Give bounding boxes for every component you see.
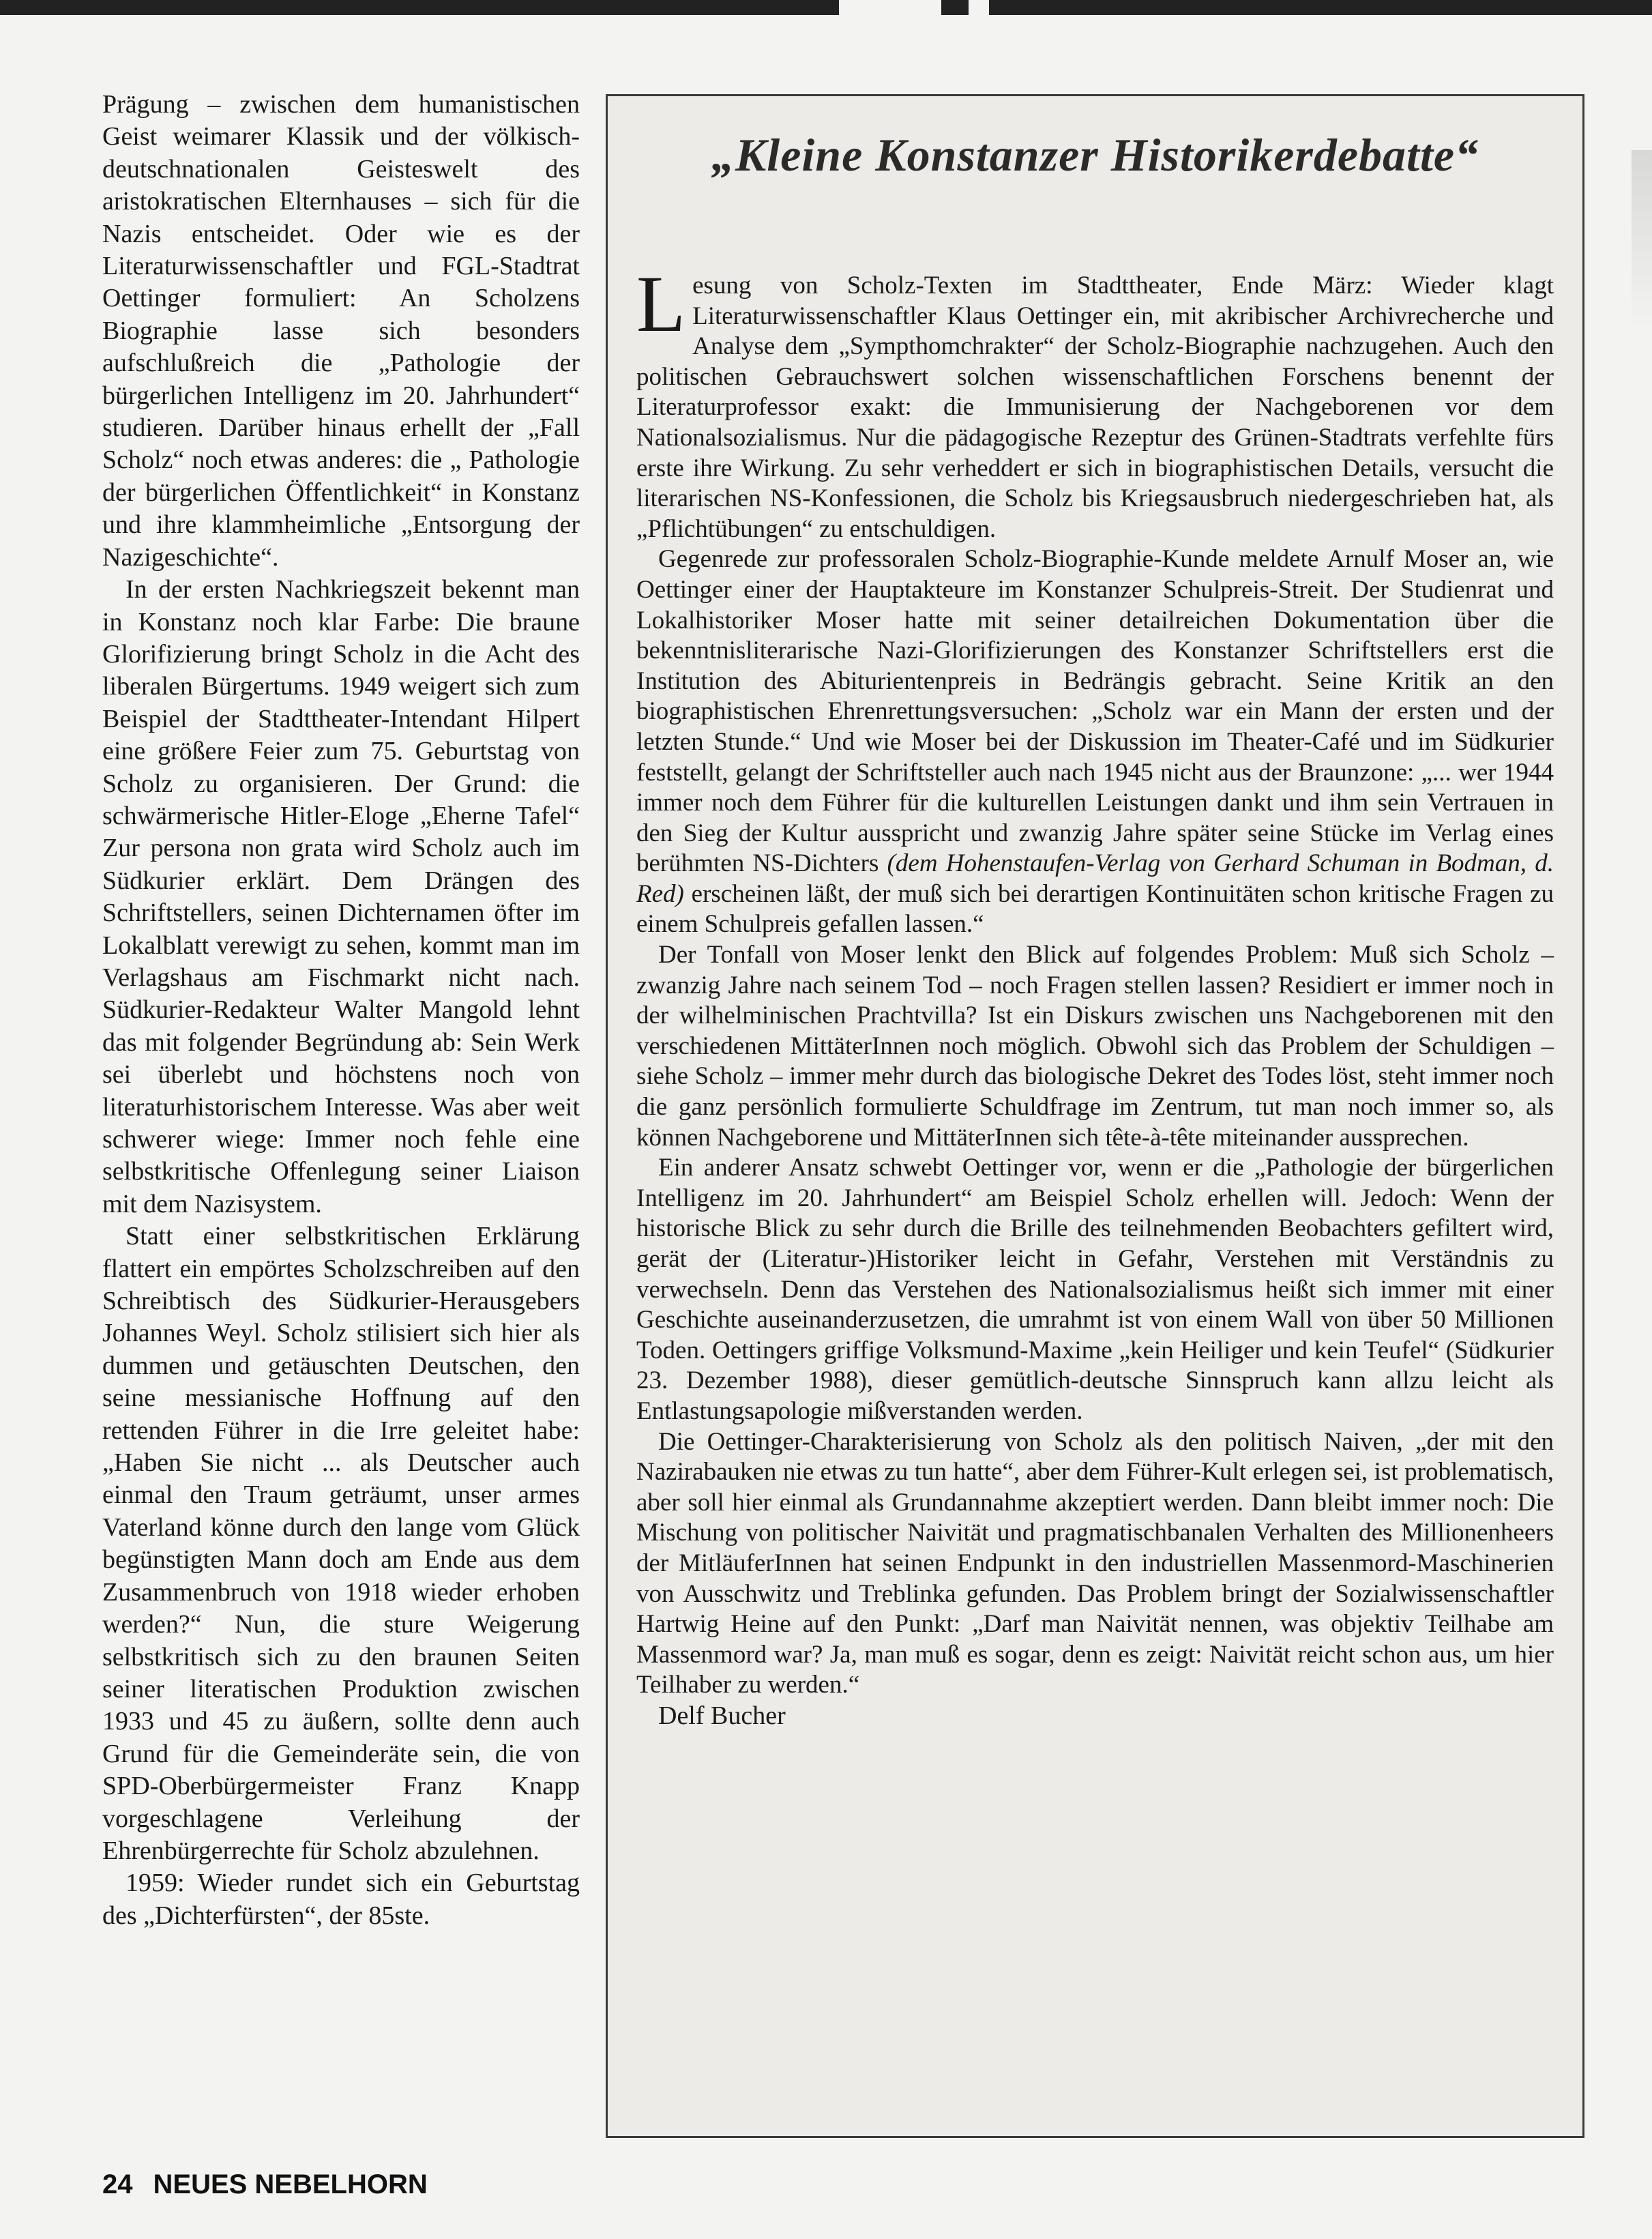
page-number: 24 [102,2169,133,2199]
sidebar-paragraph: Ein anderer Ansatz schwebt Oettinger vor, wenn er die „Pathologie der bürgerlichen Intelligenz im 20. Jahrhundert“ am Beispiel Scholz erhellen will. Jedoch: Wenn der historische Blick zu sehr durch die Brille des teilnehmenden Beobachters gefiltert wird, gerät der (Literatur-)Historiker leicht in Gefahr, Verstehen mit Verständnis zu verwechseln. Denn das Verstehen des Nationalsozialismus heißt sich immer mit einer Geschichte auseinanderzusetzen, die umrahmt ist von einem Wall von über 50 Millionen Toden. Oettingers griffige Volksmund-Maxime „kein Heiliger und kein Teufel“ (Südkurier 23. Dezember 1988), dieser gemütlich-deutsche Sinnspruch kann allzu leicht als Entlastungsapologie mißverstanden werden. [636,1154,1554,1425]
paragraph-text: Gegenrede zur professoralen Scholz-Biographie-Kunde meldete Arnulf Moser an, wie Oettinger einer der Hauptakteure im Konstanzer Schulpreis-Streit. Der Studienrat und Lokalhistoriker Moser hatte mit seiner detailreichen Dokumentation über die bekenntnisliterarische Nazi-Glorifizierungen des Konstanzer Schriftstellers erst die Institution des Abiturientenpreis in Bedrängis gebracht. Seine Kritik an den biographistischen Ehrenrettungsversuchen: „Scholz war ein Mann der ersten und der letzten Stunde.“ Und wie Moser bei der Diskussion im Theater-Café und im Südkurier feststellt, gelangt der Schriftsteller auch nach 1945 nicht aus der Braunzone: „... wer 1944 immer noch dem Führer für die kulturellen Leistungen dankt und ihm sein Vertrauen in den Sieg der Kultur ausspricht und zwanzig Jahre später seine Stücke im Verlag eines berühmten NS-Dichters [636,545,1554,878]
sidebar-lead-paragraph [636,259,1554,544]
sidebar-title: „Kleine Konstanzer Historikerdebatte“ [711,129,1479,181]
sidebar-box [606,94,1584,2138]
magazine-name: NEUES NEBELHORN [153,2169,428,2199]
left-paragraph: Statt einer selbstkritischen Erklärung flattert ein empörtes Scholzschreiben auf den Schreibtisch des Südkurier-Herausgebers Johannes Weyl. Scholz stilisiert sich hier als dummen und getäuschten Deutschen, den seine messianische Hoffnung auf den rettenden Führer in die Irre geleitet habe: „Haben Sie nicht ... als Deutscher auch einmal den Traum geträumt, unser armes Vaterland könne durch den lange vom Glück begünstigten Mann doch am Ende aus dem Zusammenbruch von 1918 wieder erhoben werden?“ Nun, die sture Weigerung selbstkritisch sich zu den braunen Seiten seiner literatischen Produktion zwischen 1933 und 45 zu äußern, sollte denn auch Grund für die Gemeinderäte sein, die von SPD-Oberbürgermeister Franz Knapp vorgeschlagene Verleihung der Ehrenbürgerrechte für Scholz abzulehnen. [102,1222,580,1865]
sidebar-text [636,259,1554,1731]
sidebar-paragraph: Die Oettinger-Charakterisierung von Scholz als den politisch Naiven, „der mit den Nazirabauken nie etwas zu tun hatte“, aber dem Führer-Kult erlegen sei, ist problematisch, aber soll hier einmal als Grundannahme akzeptiert werden. Dann bleibt immer noch: Die Mischung von politischer Naivität und pragmatischbanalen Verhalten des Millionenheers der MitläuferInnen hat seinen Endpunkt in den industriellen Massenmord-Maschinerien von Ausschwitz und Treblinka gefunden. Das Problem bringt der Sozialwissenschaftler Hartwig Heine auf den Punkt: „Darf man Naivität nennen, was objektiv Teilhabe am Massenmord war? Ja, man muß es sogar, denn es zeigt: Naivität reicht schon aus, um hier Teilhaber zu werden.“ [636,1427,1554,1699]
sidebar-content [636,121,1554,1731]
paragraph-text: erscheinen läßt, der muß sich bei derartigen Kontinuitäten schon kritische Fragen zu einem Schulpreis gefallen lassen.“ [636,879,1554,939]
left-paragraph: In der ersten Nachkriegszeit bekennt man in Konstanz noch klar Farbe: Die braune Glorifizierung bringt Scholz in die Acht des liberalen Bürgertums. 1949 weigert sich zum Beispiel der Stadttheater-Intendant Hilpert eine größere Feier zum 75. Geburtstag von Scholz zu organisieren. Der Grund: die schwärmerische Hitler-Eloge „Eherne Tafel“ Zur persona non grata wird Scholz auch im Südkurier erklärt. Dem Drängen des Schriftstellers, seinen Dichternamen öfter im Lokalblatt verewigt zu sehen, kommt man im Verlagshaus am Fischmarkt nicht nach. Südkurier-Redakteur Walter Mangold lehnt das mit folgender Begründung ab: Sein Werk sei überlebt und höchstens noch von literaturhistorischem Interesse. Was aber weit schwerer wiege: Immer noch fehle eine selbstkritische Offenlegung seiner Liaison mit dem Nazisystem. [102,575,580,1218]
top-edge-strip [0,0,1652,15]
left-column [102,89,580,1932]
top-edge-gap [969,0,989,15]
left-paragraph: 1959: Wieder rundet sich ein Geburtstag des „Dichterfürsten“, der 85ste. [102,1869,580,1930]
author-signature: Delf Bucher [658,1701,786,1730]
left-paragraph: Prägung – zwischen dem humanistischen Geist weimarer Klassik und der völkisch-deutschnationalen Geisteswelt des aristokratischen Elternhauses – sich für die Nazis entscheidet. Oder wie es der Literaturwissenschaftler und FGL-Stadtrat Oettinger formuliert: An Scholzens Biographie lasse sich besonders aufschlußreich die „Pathologie der bürgerlichen Intelligenz im 20. Jahrhundert“ studieren. Darüber hinaus erhellt der „Fall Scholz“ noch etwas anderes: die „ Pathologie der bürgerlichen Öffentlichkeit“ in Konstanz und ihre klammheimliche „Entsorgung der Nazigeschichte“. [102,90,580,572]
lead-text: esung von Scholz-Texten im Stadttheater, Ende März: Wieder klagt Literaturwissenschaftler Klaus Oettinger ein, mit akribischer Archivrecherche und Analyse dem „Sympthomchrakter“ der Scholz-Biographie nachzugehen. Auch den politischen Gebrauchswert solchen wissenschaftlichen Forschens benennt der Literaturprofessor exakt: die Immunisierung der Nachgeborenen vor dem Nationalsozialismus. Nur die pädagogische Rezeptur des Grünen-Stadtrats verfehlte fürs erste ihre Wirkung. Zu sehr verheddert er sich in biographistischen Details, versucht die literarischen NS-Konfessionen, die Scholz bis Kriegsausbruch niedergeschrieben hat, als „Pflichtübungen“ zu entschuldigen. [636,272,1554,543]
drop-cap: L [636,259,686,349]
sidebar-paragraph [636,544,1554,940]
page-footer [102,2169,448,2200]
sidebar-paragraph: Der Tonfall von Moser lenkt den Blick auf folgendes Problem: Muß sich Scholz – zwanzig Jahre nach seinem Tod – noch Fragen stellen lassen? Residiert er immer noch in der wilhelminischen Prachtvilla? Ist ein Diskurs zwischen uns Nachgeborenen mit den verschiedenen MittäterInnen noch möglich. Obwohl sich das Problem der Schuldigen – siehe Scholz – immer mehr durch das biologische Dekret des Todes löst, steht immer noch die ganz persönlich formulierte Schuldfrage im Zentrum, tut man noch immer so, als können Nachgeborene und MittäterInnen sich tête-à-tête miteinander aussprechen. [636,941,1554,1152]
page-edge-shadow [1632,150,1652,327]
editor-note: (dem Hohenstaufen-Verlag von Gerhard Schuman in Bodman, d. Red) [636,849,1554,908]
top-edge-gap [839,0,941,15]
